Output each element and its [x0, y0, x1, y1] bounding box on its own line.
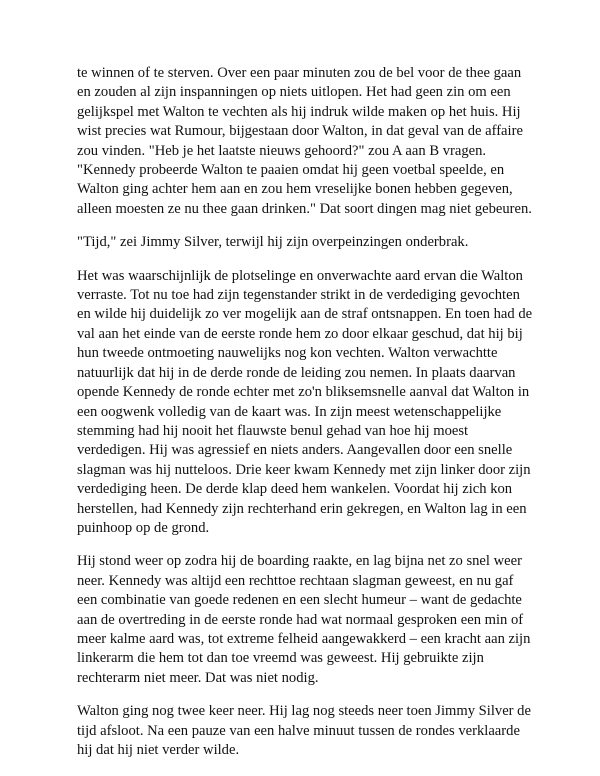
paragraph-3: Het was waarschijnlijk de plotselinge en onverwachte aard ervan die Walton verraste. Tot nu toe had zijn tegenstander strikt in de verdediging gevochten en wilde hij duidelijk zo ver mogelijk aan de straf ontsnappen. En toen had de val aan het einde van de eerste ronde hem zo door elkaar geschud, dat hij bij hun tweede ontmoeting nauwelijks nog kon vechten. Walton verwachtte natuurlijk dat hij in de derde ronde de leiding zou nemen. In plaats daarvan opende Kennedy de ronde echter met zo'n bliksemsnelle aanval dat Walton in een oogwenk volledig van de kaart was. In zijn meest wetenschappelijke stemming had hij nooit het flauwste benul gehad van hoe hij moest verdedigen. Hij was agressief en niets anders. Aangevallen door een snelle slagman was hij nutteloos. Drie keer kwam Kennedy met zijn linker door zijn verdediging heen. De derde klap deed hem wankelen. Voordat hij zich kon herstellen, had Kennedy zijn rechterhand erin gekregen, en Walton lag in een puinhoop op de grond.: [77, 267, 533, 536]
paragraph-4: Hij stond weer op zodra hij de boarding raakte, en lag bijna net zo snel weer neer. Kennedy was altijd een rechttoe rechtaan slagman geweest, en nu gaf een combinatie van goede redenen en een slecht humeur – want de gedachte aan de overtreding in de eerste ronde had wat normaal gesproken een min of meer kalme aard was, tot extreme felheid aangewakkerd – een kracht aan zijn linkerarm die hem tot dan toe vreemd was geweest. Hij gebruikte zijn rechterarm niet meer. Dat was niet nodig.: [77, 553, 531, 686]
body-text: [77, 64, 535, 774]
paragraph-2: "Tijd," zei Jimmy Silver, terwijl hij zijn overpeinzingen onderbrak.: [77, 234, 469, 251]
paragraph-1: te winnen of te sterven. Over een paar minuten zou de bel voor de thee gaan en zouden al zijn inspanningen op niets uitlopen. Het had geen zin om een gelijkspel met Walton te vechten als hij indruk wilde maken op het huis. Hij wist precies wat Rumour, bijgestaan door Walton, in dat geval van de affaire zou vinden. "Heb je het laatste nieuws gehoord?" zou A aan B vragen. "Kennedy probeerde Walton te paaien omdat hij geen voetbal speelde, en Walton ging achter hem aan en zou hem vreselijke bonen hebben gegeven, alleen moesten ze nu thee gaan drinken." Dat soort dingen mag niet gebeuren.: [77, 65, 532, 217]
paragraph-5: Walton ging nog twee keer neer. Hij lag nog steeds neer toen Jimmy Silver de tijd afsloot. Na een pauze van een halve minuut tussen de rondes verklaarde hij dat hij niet verder wilde.: [77, 703, 531, 758]
